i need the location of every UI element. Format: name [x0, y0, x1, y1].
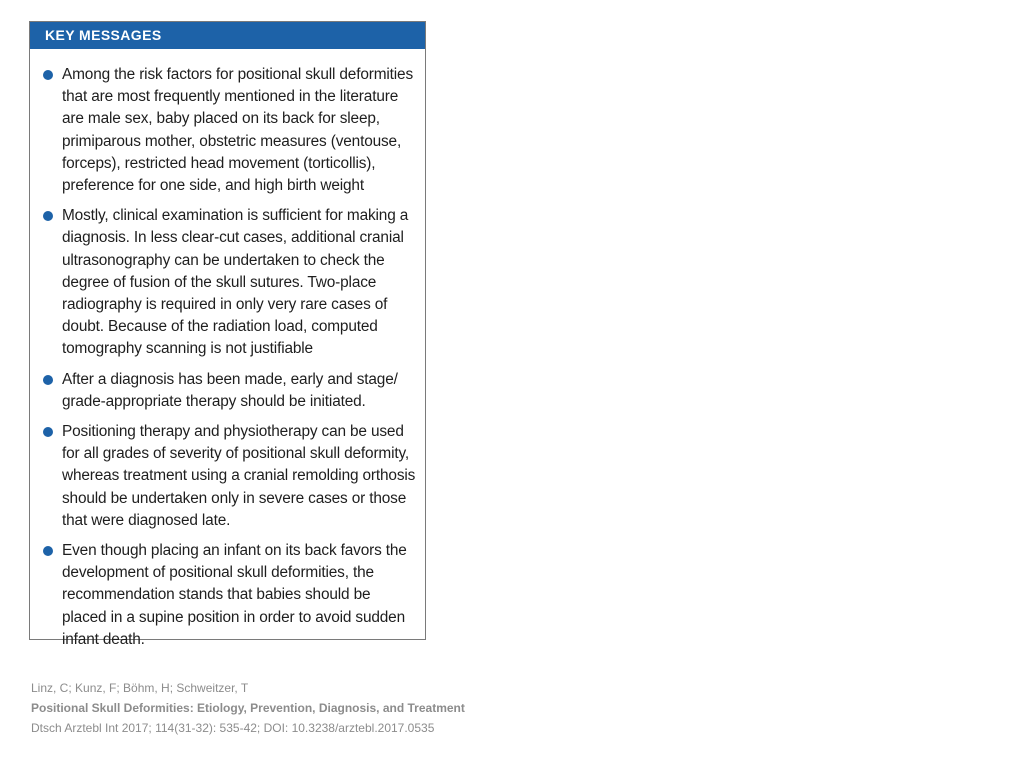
bullet-icon: [43, 70, 53, 80]
key-messages-box: [29, 21, 426, 648]
key-message-item: [30, 540, 425, 651]
citation: [31, 678, 465, 738]
bullet-icon: [43, 211, 53, 221]
key-message-item: [30, 205, 425, 360]
bullet-icon: [43, 375, 53, 385]
key-message-item: [30, 421, 425, 532]
citation-authors: Linz, C; Kunz, F; Böhm, H; Schweitzer, T: [31, 681, 249, 695]
key-message-text: Among the risk factors for positional skull deformities that are most frequently mentioned in the literature are male sex, baby placed on its back for sleep, primiparous mother, obstetric measures (ventouse, forceps), restricted head movement (torticollis), preference for one side, and high birth weight: [62, 66, 414, 195]
citation-title: Positional Skull Deformities: Etiology, Prevention, Diagnosis, and Treatment: [31, 701, 465, 715]
key-message-text: Mostly, clinical examination is sufficient for making a diagnosis. In less clear-cut cases, additional cranial ultrasonography can be undertaken to check the degree of fusion of the skull sutures. Two-place radiography is required in only very rare cases of doubt. Because of the radiation load, computed tomography scanning is not justifiable: [62, 207, 409, 358]
key-message-text: Positioning therapy and physiotherapy can be used for all grades of severity of positional skull deformity, whereas treatment using a cranial remolding orthosis should be undertaken only in severe cases or those that were diagnosed late.: [62, 423, 416, 529]
key-messages-list: [30, 64, 425, 659]
key-message-item: [30, 369, 425, 413]
key-message-item: [30, 64, 425, 197]
key-message-text: After a diagnosis has been made, early and stage/ grade-appropriate therapy should be initiated.: [62, 370, 398, 410]
bullet-icon: [43, 546, 53, 556]
key-messages-header: KEY MESSAGES: [30, 22, 425, 49]
bullet-icon: [43, 427, 53, 437]
key-message-text: Even though placing an infant on its back favors the development of positional skull deformities, the recommendation stands that babies should be placed in a supine position in order to avoid sudden infant death.: [62, 542, 407, 648]
citation-journal: Dtsch Arztebl Int 2017; 114(31-32): 535-42; DOI: 10.3238/arztebl.2017.0535: [31, 721, 435, 735]
